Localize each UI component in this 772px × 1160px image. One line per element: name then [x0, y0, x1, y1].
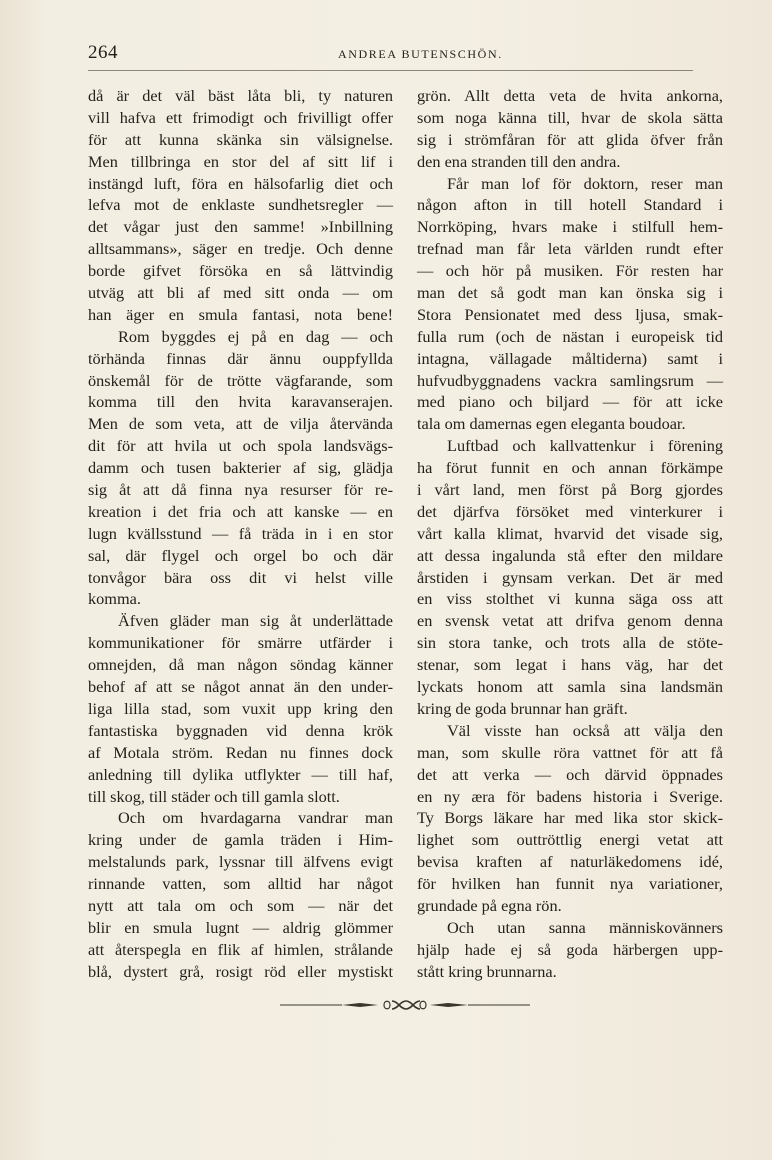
text-line: Väl visste han också att välja den	[447, 720, 723, 740]
text-line: utväg att bli af med sitt onda — om	[88, 283, 393, 303]
text-line: sal, där flygel och orgel bo och där	[88, 545, 393, 565]
text-line: komma.	[88, 589, 141, 609]
text-line: intagna, vällagade måltiderna) samt i	[417, 348, 723, 368]
text-line: ha förut funnit en och annan förkämpe	[417, 458, 723, 478]
text-line: Luftbad och kallvattenkur i förening	[447, 436, 723, 456]
text-line: Men de som veta, att de vilja återvända	[88, 414, 393, 434]
text-line: dit för att hvila ut och spola landsvägs-	[88, 436, 393, 456]
text-line: lyckats honom att samla sina landsmän	[417, 677, 723, 697]
text-line: blå, dystert grå, rosigt röd eller mystiskt	[88, 961, 393, 981]
text-line: — och hör på musiken. För resten har	[417, 261, 723, 281]
text-line: sin stora tanke, och trots alla de stöte-	[417, 633, 723, 653]
header-rule	[88, 70, 693, 71]
text-line: vill hafva ett frimodigt och frivilligt offer	[88, 107, 393, 127]
text-line: liga lilla stad, som vuxit upp kring den	[88, 698, 393, 718]
text-line: lighet som outtröttlig energi vetat att	[417, 830, 723, 850]
page-number: 264	[88, 42, 118, 63]
text-line: nytt att tala om och som — när det	[88, 895, 393, 915]
text-line: det djärfva försöket med vinterkurer i	[417, 501, 723, 521]
text-line: af Motala ström. Redan nu finnes dock	[88, 742, 393, 762]
text-line: Äfven gläder man sig åt underlättade	[118, 611, 393, 631]
text-line: alltsammans», säger en tredje. Och denne	[88, 239, 393, 259]
text-line: Men tillbringa en stor del af sitt lif i	[88, 151, 393, 171]
text-line: tala om damernas egen eleganta boudoar.	[417, 414, 686, 434]
text-line: som noga känna till, hvar de skola sätta	[417, 107, 723, 127]
left-text-column	[88, 85, 393, 983]
text-line: någon afton in till hotell Standard i	[417, 195, 723, 215]
text-line: då är det väl bäst låta bli, ty naturen	[88, 86, 393, 105]
text-line: man det så godt man kan önska sig i	[417, 283, 723, 303]
text-line: i vårt land, men först på Borg gjordes	[417, 480, 723, 500]
text-line: Stora Pensionatet med dess ljusa, smak-	[417, 304, 723, 324]
text-line: man, som skulle röra vattnet för att få	[417, 742, 723, 762]
text-line: med piano och biljard — för att icke	[417, 392, 723, 412]
text-line: en svensk vetat att drifva genom denna	[417, 611, 723, 631]
text-line: sig åt att då finna nya resurser för re-	[88, 480, 393, 500]
text-line: en viss stolthet vi kunna säga oss att	[417, 589, 723, 609]
text-line: Norrköping, hvars make i stilfull hem-	[417, 217, 723, 237]
text-line: kreation i det fria och att kanske — en	[88, 501, 393, 521]
text-line: anledning till dylika utflykter — till haf,	[88, 764, 393, 784]
text-line: det att verka — och därvid öppnades	[417, 764, 723, 784]
right-text-column	[417, 85, 723, 983]
text-line: till skog, till städer och till gamla slott.	[88, 786, 340, 806]
text-line: damm och tusen bakterier af sig, glädja	[88, 458, 393, 478]
text-line: stenar, som legat i hans väg, har det	[417, 655, 723, 675]
text-line: bevisa kraften af naturläkedomens idé,	[417, 852, 723, 872]
text-line: han äger en smula fantasi, nota bene!	[88, 304, 393, 324]
text-line: grundade på egna rön.	[417, 895, 562, 915]
text-line: Och utan sanna människovänners	[447, 917, 723, 937]
text-line: komma till den hvita karavanserajen.	[88, 392, 393, 412]
text-line: att dessa ingalunda stå efter den mildare	[417, 545, 723, 565]
text-line: Och om hvardagarna vandrar man	[118, 808, 393, 828]
text-line: borde gifvet försöka en så lättvindig	[88, 261, 393, 281]
ornament-divider-icon	[280, 995, 530, 1015]
text-line: önskemål för de trötte vägfarande, som	[88, 370, 393, 390]
text-line: Får man lof för doktorn, reser man	[447, 173, 723, 193]
text-line: lugn kvällsstund — få träda in i en stor	[88, 523, 393, 543]
text-line: omnejden, då man någon söndag känner	[88, 655, 393, 675]
text-line: för att kunna skänka sin välsignelse.	[88, 129, 393, 149]
text-line: hjälp hade ej så goda härbergen upp-	[417, 939, 723, 959]
text-line: kring de goda brunnar han gräft.	[417, 698, 628, 718]
text-line: fantastiska byggnaden vid denna krök	[88, 720, 393, 740]
text-line: för hvilken han funnit nya variationer,	[417, 874, 723, 894]
text-line: den ena stranden till den andra.	[417, 151, 621, 171]
text-line: att återspegla en flik af himlen, strålande	[88, 939, 393, 959]
text-line: instängd luft, föra en hälsofarlig diet och	[88, 173, 393, 193]
running-title: ANDREA BUTENSCHÖN.	[338, 47, 503, 61]
text-line: tonvågor bära oss dit vi helst ville	[88, 567, 393, 587]
text-line: behof af att se något annat än den under-	[88, 677, 393, 697]
text-line: rinnande vatten, som alltid har något	[88, 874, 393, 894]
text-line: trefnad man får leta världen rundt efter	[417, 239, 723, 259]
text-line: melstalunds park, lyssnar till älfvens evigt	[88, 852, 393, 872]
text-line: stått kring brunnarna.	[417, 961, 557, 981]
text-line: en ny æra för badens historia i Sverige.	[417, 786, 723, 806]
text-line: hufvudbyggnadens vackra samlingsrum —	[417, 370, 723, 390]
text-line: vårt kalla klimat, hvarvid det visade sig,	[417, 523, 723, 543]
text-line: törhända finnas där ännu ouppfyllda	[88, 348, 393, 368]
text-line: fulla rum (och de nästan i europeisk tid	[417, 326, 723, 346]
text-line: Ty Borgs läkare har med lika stor skick-	[417, 808, 723, 828]
text-line: lefva mot de enklaste sundhetsregler —	[88, 195, 393, 215]
text-line: sig i strömfåran för att glida öfver från	[417, 129, 723, 149]
text-line: blir en smula lugnt — aldrig glömmer	[88, 917, 393, 937]
page-header	[88, 42, 694, 68]
text-line: grön. Allt detta veta de hvita ankorna,	[417, 86, 723, 105]
text-line: kommunikationer för smärre utfärder i	[88, 633, 393, 653]
text-line: årstiden i gynsam verkan. Det är med	[417, 567, 723, 587]
text-line: det vågar just den samme! »Inbillning	[88, 217, 393, 237]
text-line: Rom byggdes ej på en dag — och	[118, 326, 393, 346]
text-line: kring under de gamla träden i Him-	[88, 830, 393, 850]
